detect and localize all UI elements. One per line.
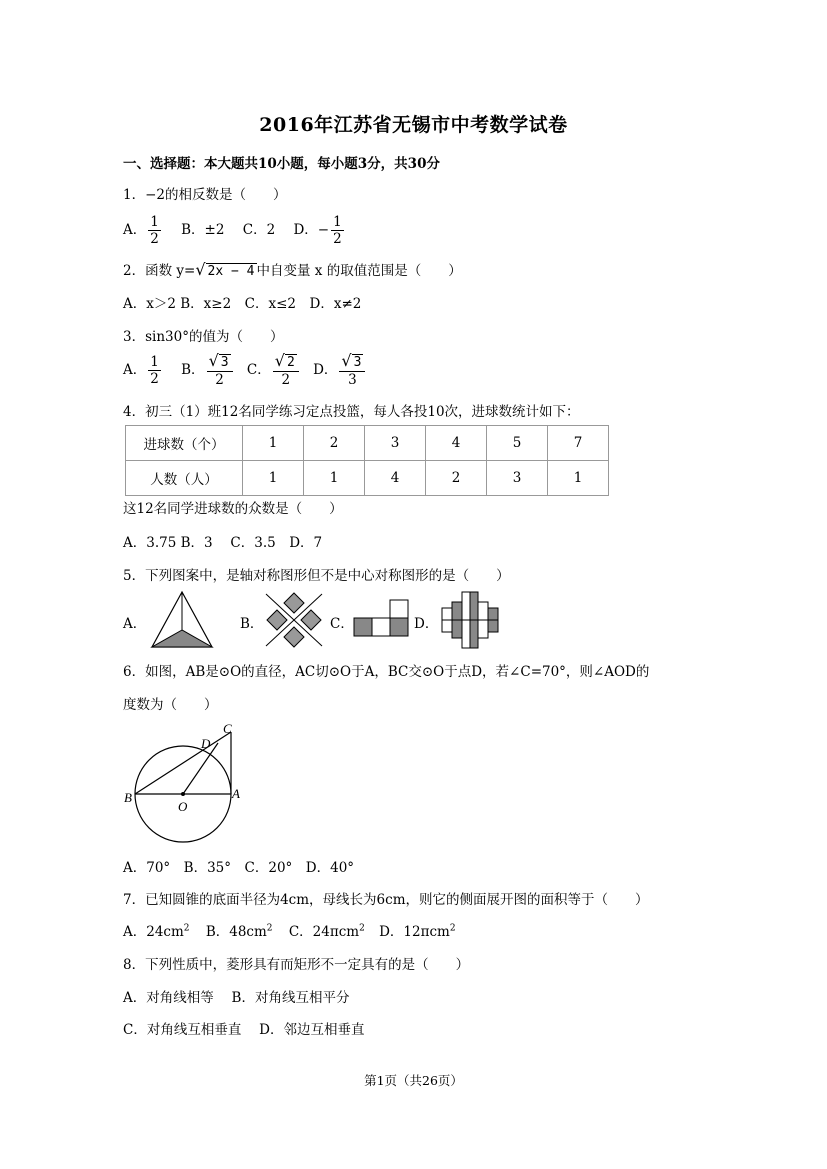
- table-cell: 7: [548, 426, 609, 461]
- statistics-table: [125, 425, 609, 496]
- radicand: 3: [353, 355, 362, 370]
- question-3-options: [123, 353, 367, 388]
- radical-sign: √: [195, 260, 206, 279]
- label-d: D: [201, 736, 211, 751]
- option-d-label: D．: [313, 362, 338, 378]
- question-8-options-1: A．对角线相等 B．对角线互相平分: [123, 990, 350, 1006]
- question-6-stem: 6．如图，AB是⊙O的直径，AC切⊙O于A，BC交⊙O于点D，若∠C=70°，则∠AOD的: [123, 664, 650, 680]
- exponent: 2: [266, 923, 273, 934]
- table-cell: 3: [365, 426, 426, 461]
- table-cell: 2: [304, 426, 365, 461]
- label-c: C: [223, 721, 232, 736]
- fraction: [148, 354, 161, 387]
- stem-suffix: 中自变量 x 的取值范围是（ ）: [256, 263, 462, 279]
- label-a: A: [232, 786, 240, 801]
- radicand: 3: [220, 355, 229, 370]
- table-cell: 1: [548, 461, 609, 496]
- denominator: 3: [348, 372, 357, 388]
- numerator: √ 3: [207, 353, 233, 372]
- label-o: O: [178, 799, 188, 814]
- label-b: B: [124, 790, 132, 805]
- question-7-stem: 7．已知圆锥的底面半径为4cm，母线长为6cm，则它的侧面展开图的面积等于（ ）: [123, 892, 649, 908]
- numerator: 1: [150, 214, 159, 230]
- fraction: [339, 353, 365, 388]
- numerator: √ 2: [273, 353, 299, 372]
- circle-tangent-diagram: [122, 718, 252, 843]
- fraction: [207, 353, 233, 388]
- exponent: 2: [183, 923, 190, 934]
- option-b-label: B．: [240, 616, 264, 632]
- question-7-options: [123, 920, 456, 940]
- page-footer: 第1页（共26页）: [364, 1073, 463, 1088]
- question-1-stem: 1．−2的相反数是（ ）: [123, 187, 287, 203]
- question-4-stem: 4．初三（1）班12名同学练习定点投篮，每人各投10次，进球数统计如下：: [123, 404, 580, 420]
- row-header: 人数（人）: [126, 461, 243, 496]
- numerator: √ 3: [339, 353, 365, 372]
- table-row: [126, 426, 609, 461]
- page-title: 2016年江苏省无锡市中考数学试卷: [259, 114, 568, 136]
- fraction: [331, 214, 344, 247]
- option-c-label: C．: [246, 362, 271, 378]
- option-a-label: A．: [123, 362, 147, 378]
- table-cell: 1: [243, 461, 304, 496]
- table-cell: 5: [487, 426, 548, 461]
- figure-c-blocks: [352, 596, 412, 638]
- row-header: 进球数（个）: [126, 426, 243, 461]
- table-cell: 1: [243, 426, 304, 461]
- question-8-options-2: C．对角线互相垂直 D．邻边互相垂直: [123, 1022, 365, 1038]
- option-c: C．24πcm: [288, 924, 360, 940]
- fraction: [273, 353, 299, 388]
- question-4-question: 这12名同学进球数的众数是（ ）: [123, 501, 343, 517]
- denominator: 2: [333, 231, 342, 247]
- option-a: A．24cm: [123, 924, 184, 940]
- denominator: 2: [215, 372, 224, 388]
- option-d: D．12πcm: [379, 924, 450, 940]
- table-cell: 4: [365, 461, 426, 496]
- stem-prefix: 2．函数 y=: [123, 263, 196, 279]
- question-5-stem: 5．下列图案中，是轴对称图形但不是中心对称图形的是（ ）: [123, 568, 510, 584]
- option-b: B．48cm: [205, 924, 267, 940]
- option-c: C．2: [242, 222, 276, 238]
- denominator: 2: [281, 372, 291, 388]
- table-cell: 4: [426, 426, 487, 461]
- radicand: 2x − 4: [207, 264, 255, 279]
- option-a-label: A．: [123, 616, 147, 632]
- figure-a-triangle: [148, 590, 216, 650]
- table-cell: 3: [487, 461, 548, 496]
- denominator: 2: [150, 231, 159, 247]
- numerator: 1: [150, 354, 159, 370]
- exponent: 2: [359, 923, 365, 934]
- radicand: 2: [286, 355, 295, 370]
- denominator: 2: [150, 371, 159, 387]
- option-d-label: D．: [414, 616, 439, 632]
- option-a-label: A．: [123, 222, 147, 238]
- question-4-options: A．3.75 B．3 C．3.5 D．7: [123, 535, 323, 551]
- option-b-label: B．: [181, 362, 205, 378]
- option-c-label: C．: [330, 616, 354, 632]
- table-row: [126, 461, 609, 496]
- figure-d-cross: [438, 590, 502, 650]
- question-2-stem: [123, 259, 462, 280]
- exponent: 2: [449, 923, 456, 934]
- fraction: [148, 214, 161, 247]
- option-b: B．±2: [181, 222, 225, 238]
- question-8-stem: 8．下列性质中，菱形具有而矩形不一定具有的是（ ）: [123, 957, 470, 973]
- question-6-stem-cont: 度数为（ ）: [123, 697, 218, 713]
- question-2-options: A．x＞2 B．x≥2 C．x≤2 D．x≠2: [123, 296, 362, 312]
- table-cell: 2: [426, 461, 487, 496]
- section-heading: 一、选择题：本大题共10小题，每小题3分，共30分: [123, 156, 440, 172]
- option-d-label: D．−: [293, 222, 330, 238]
- numerator: 1: [333, 214, 342, 230]
- question-3-stem: 3．sin30°的值为（ ）: [123, 329, 284, 345]
- question-6-options: A．70° B．35° C．20° D．40°: [123, 860, 355, 876]
- figure-b-diamonds: [262, 590, 326, 650]
- question-1-options: [123, 214, 346, 247]
- table-cell: 1: [304, 461, 365, 496]
